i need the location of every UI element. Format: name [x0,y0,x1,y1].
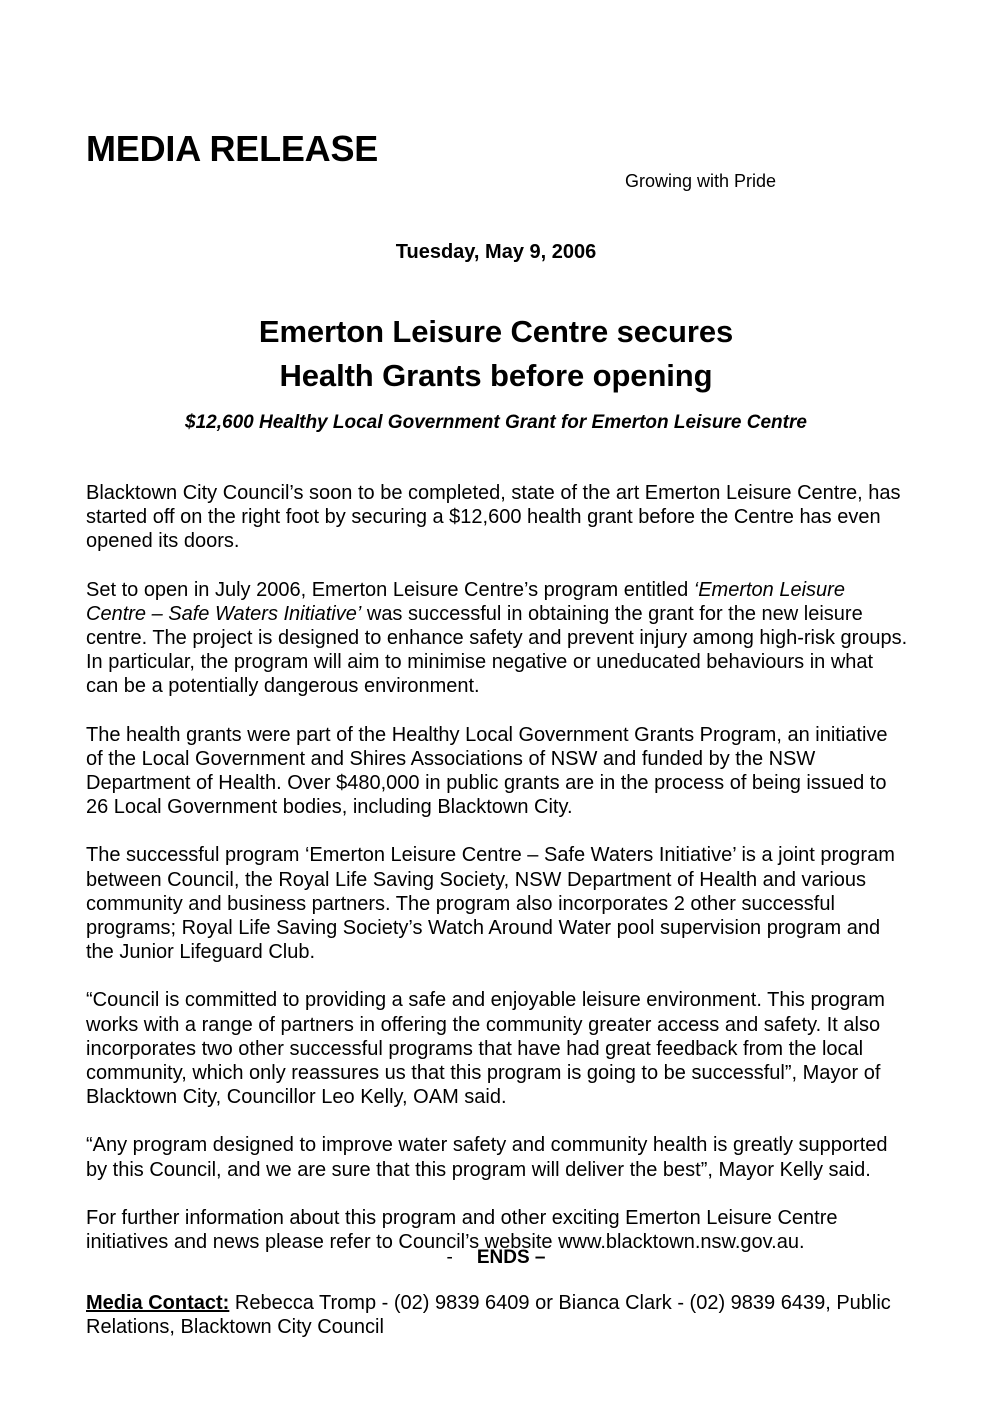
article-body [86,481,908,1254]
council-tagline: Growing with Pride [625,171,777,191]
paragraph-3: The health grants were part of the Healthy Local Government Grants Program, an initiative of the Local Government and Shires Associations of NSW and funded by the NSW Department of Health. Over $480,000 in public grants are in the process of being issued to 26 Local Government bodies, including Blacktown City. [86,723,888,819]
media-contact-label: Media Contact: [86,1292,230,1314]
paragraph-7-more-info: For further information about this program and other exciting Emerton Leisure Centre initiatives and news please refer to Council’s website www.blacktown.nsw.gov.au. [86,1206,838,1254]
ends-dash: - [446,1247,453,1268]
paragraph-2-lead: Set to open in July 2006, Emerton Leisure Centre’s program entitled [86,578,694,601]
headline-line-2: Health Grants before opening [279,358,713,394]
page-subtitle: $12,600 Healthy Local Government Grant for Emerton Leisure Centre [185,412,807,433]
paragraph-2 [86,578,908,699]
masthead-title: MEDIA RELEASE [86,128,379,169]
paragraph-1: Blacktown City Council’s soon to be completed, state of the art Emerton Leisure Centre, has started off on the right foot by securing a $12,600 health grant before the Centre has even opened its doors. [86,482,901,553]
paragraph-4: The successful program ‘Emerton Leisure Centre – Safe Waters Initiative’ is a joint program between Council, the Royal Life Saving Society, NSW Department of Health and various community and business partners. The program also incorporates 2 other successful programs; Royal Life Saving Society’s Watch Around Water pool supervision program and the Junior Lifeguard Club. [86,844,895,964]
paragraph-5-mayor-quote: “Council is committed to providing a safe and enjoyable leisure environment. This program works with a range of partners in offering the community greater access and safety. It also incorporates two other successful programs that have had great feedback from the local community, which only reassures us that this program is going to be successful”, Mayor of Blacktown City, Councillor Leo Kelly, OAM said. [86,989,885,1109]
release-date: Tuesday, May 9, 2006 [395,241,597,263]
ends-label: ENDS – [476,1247,546,1268]
media-contact [86,1291,908,1339]
program-name-italic: ‘Emerton Leisure Centre – Safe Waters Initiative’ [86,578,845,625]
ends-marker [86,1247,906,1270]
paragraph-6-mayor-quote: “Any program designed to improve water safety and community health is greatly supported by this Council, and we are sure that this program will deliver the best”, Mayor Kelly said. [86,1134,888,1181]
headline-line-1: Emerton Leisure Centre secures [258,314,734,349]
paragraph-2-tail: was successful in obtaining the grant for the new leisure centre. The project is designed to enhance safety and prevent injury among high-risk groups. In particular, the program will aim to minimise negative or uneducated behaviours in what can be a potentially dangerous environment. [86,602,908,698]
media-contact-details: Rebecca Tromp - (02) 9839 6409 or Bianca Clark - (02) 9839 6439, Public Relations, Blacktown City Council [86,1292,891,1339]
page-title [86,310,906,398]
